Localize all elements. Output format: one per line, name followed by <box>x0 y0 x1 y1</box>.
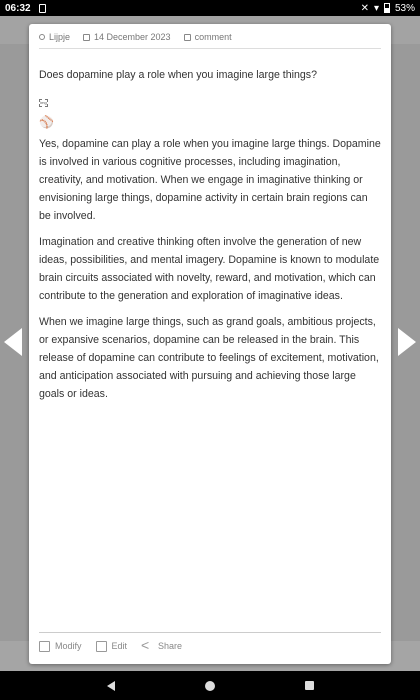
post-paragraph: Yes, dopamine can play a role when you imagine large things. Dopamine is involved in various cognitive processes, including imagination, creativity, and motivation. When we engage in imaginative thinking or envisioning large things, dopamine activity in certain brain regions can be involved. <box>39 138 381 223</box>
user-icon <box>39 34 45 40</box>
share-button[interactable] <box>141 640 182 652</box>
post-date: 14 December 2023 <box>94 32 171 42</box>
post-author[interactable]: Lijpje <box>49 32 71 42</box>
post-paragraph: When we imagine large things, such as grand goals, ambitious projects, or expansive scenarios, dopamine can be released in the brain. This release of dopamine can contribute to feelings of excitement, motivation, and anticipation associated with pursuing and achieving those large goals or ideas. <box>39 316 379 401</box>
modify-button[interactable] <box>39 641 82 652</box>
modify-label: Modify <box>55 641 82 651</box>
back-icon[interactable] <box>107 681 115 691</box>
wifi-icon: ▾ <box>373 2 379 14</box>
system-nav-bar <box>0 671 420 700</box>
comment-link[interactable]: comment <box>194 32 232 42</box>
modify-icon <box>39 641 50 652</box>
status-bar <box>0 0 420 16</box>
home-icon[interactable] <box>205 681 215 691</box>
post-actions <box>39 640 381 652</box>
comment-icon <box>184 34 191 41</box>
post-meta <box>39 32 381 42</box>
baseball-emoji: ⚾ <box>39 115 54 129</box>
post-paragraph: Imagination and creative thinking often involve the generation of new ideas, possibilities, and mental imagery. Dopamine is known to modulate brain circuits associated with novelty, reward, and motivation, which can contribute to the generation and exploration of imaginative ideas. <box>39 236 380 303</box>
status-time: 06:32 <box>5 2 31 14</box>
sd-card-icon <box>39 4 46 13</box>
battery-percent: 53% <box>394 2 415 14</box>
next-arrow-icon[interactable] <box>398 328 416 356</box>
edit-button[interactable] <box>96 641 128 652</box>
post-question: Does dopamine play a role when you imagine large things? <box>39 69 317 81</box>
previous-arrow-icon[interactable] <box>4 328 22 356</box>
calendar-icon <box>83 34 90 41</box>
divider <box>39 48 381 49</box>
post-content <box>39 66 381 411</box>
share-icon <box>141 640 153 652</box>
image-placeholder-icon: img <box>40 100 47 105</box>
battery-icon <box>384 3 390 13</box>
status-right <box>361 3 415 14</box>
divider <box>39 632 381 633</box>
recents-icon[interactable] <box>305 681 314 690</box>
edit-icon <box>96 641 107 652</box>
mute-icon: ✕ <box>360 2 369 14</box>
post-dialog <box>29 24 391 664</box>
share-label: Share <box>158 641 183 651</box>
edit-label: Edit <box>111 641 128 651</box>
